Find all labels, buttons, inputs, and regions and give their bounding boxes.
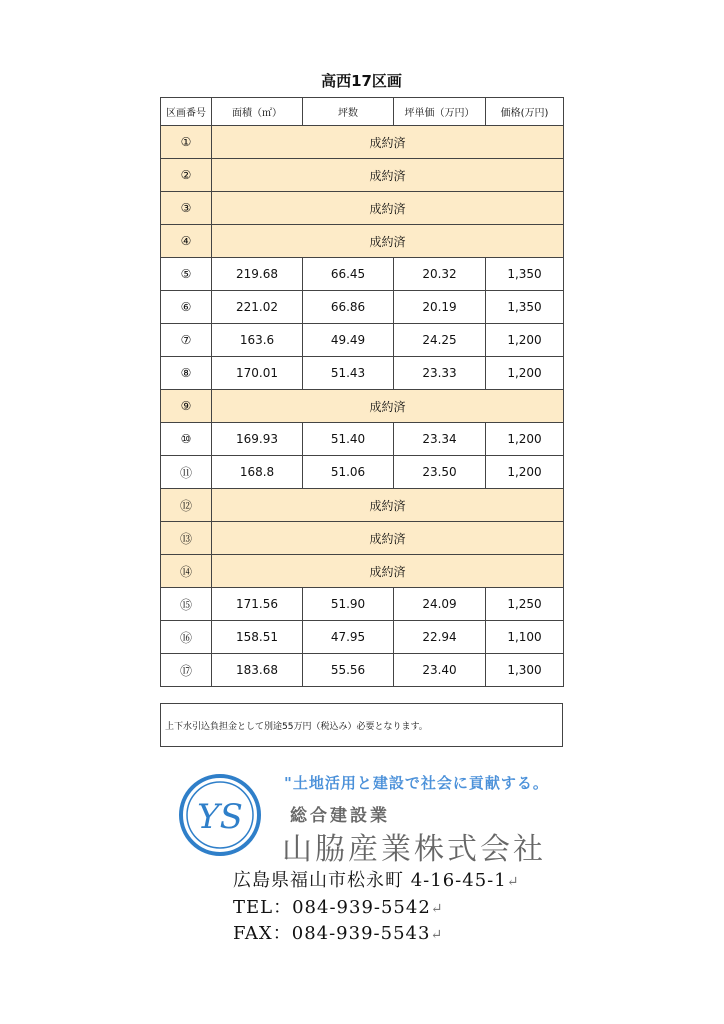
area-cell: 221.02 [212,291,303,324]
header-price: 価格(万円) [486,98,564,126]
area-cell: 170.01 [212,357,303,390]
table-row [161,654,564,687]
sold-label: 成約済 [212,390,564,423]
price-cell: 1,200 [486,423,564,456]
company-type: 総合建設業 [290,806,390,826]
table-row [161,225,564,258]
table-row [161,522,564,555]
unit-price-cell: 23.34 [394,423,486,456]
tsubo-cell: 51.90 [303,588,394,621]
table-row [161,357,564,390]
header-lot-number: 区画番号 [161,98,212,126]
area-cell: 168.8 [212,456,303,489]
tsubo-cell: 51.40 [303,423,394,456]
return-mark-icon: ↵ [430,901,444,917]
price-cell: 1,250 [486,588,564,621]
unit-price-cell: 23.40 [394,654,486,687]
lot-number: ⑮ [161,588,212,621]
unit-price-cell: 20.19 [394,291,486,324]
tsubo-cell: 49.49 [303,324,394,357]
price-cell: 1,350 [486,258,564,291]
return-mark-icon: ↵ [506,874,520,890]
logo-text: YS [197,797,243,837]
tsubo-cell: 51.06 [303,456,394,489]
company-slogan: "土地活用と建設で社会に貢献する。 [284,774,549,792]
company-logo [178,773,262,857]
lot-price-table [160,97,564,687]
price-cell: 1,200 [486,357,564,390]
area-cell: 219.68 [212,258,303,291]
table-row [161,126,564,159]
table-row [161,555,564,588]
table-row [161,621,564,654]
unit-price-cell: 24.09 [394,588,486,621]
lot-number: ⑪ [161,456,212,489]
tsubo-cell: 66.86 [303,291,394,324]
area-cell: 163.6 [212,324,303,357]
sold-label: 成約済 [212,522,564,555]
lot-number: ⑧ [161,357,212,390]
table-row [161,588,564,621]
area-cell: 171.56 [212,588,303,621]
unit-price-cell: 22.94 [394,621,486,654]
page-title: 高西17区画 [321,72,402,90]
sold-label: 成約済 [212,489,564,522]
header-unit-price: 坪単価（万円） [394,98,486,126]
lot-number: ⑩ [161,423,212,456]
sold-label: 成約済 [212,225,564,258]
company-name: 山脇産業株式会社 [282,832,546,867]
lot-number: ⑯ [161,621,212,654]
lot-number: ① [161,126,212,159]
note-box [160,703,563,747]
sold-label: 成約済 [212,159,564,192]
price-cell: 1,200 [486,324,564,357]
table-row [161,324,564,357]
sold-label: 成約済 [212,126,564,159]
tsubo-cell: 66.45 [303,258,394,291]
company-tel [233,893,444,919]
unit-price-cell: 23.33 [394,357,486,390]
table-row [161,258,564,291]
lot-number: ⑰ [161,654,212,687]
lot-number: ⑤ [161,258,212,291]
lot-number: ⑭ [161,555,212,588]
unit-price-cell: 20.32 [394,258,486,291]
lot-number: ⑦ [161,324,212,357]
lot-number: ② [161,159,212,192]
table-row [161,489,564,522]
tel-text: TEL：084-939-5542 [233,897,431,918]
lot-number: ⑥ [161,291,212,324]
lot-number: ③ [161,192,212,225]
fax-text: FAX：084-939-5543 [233,923,431,944]
table-row [161,456,564,489]
return-mark-icon: ↵ [430,927,444,943]
price-cell: 1,200 [486,456,564,489]
company-fax [233,919,443,945]
table-row [161,423,564,456]
sold-label: 成約済 [212,555,564,588]
table-row [161,291,564,324]
address-text: 広島県福山市松永町 4-16-45-1 [233,870,507,891]
lot-number: ⑫ [161,489,212,522]
sold-label: 成約済 [212,192,564,225]
area-cell: 183.68 [212,654,303,687]
tsubo-cell: 51.43 [303,357,394,390]
price-cell: 1,350 [486,291,564,324]
unit-price-cell: 23.50 [394,456,486,489]
lot-number: ④ [161,225,212,258]
tsubo-cell: 47.95 [303,621,394,654]
company-address [233,866,519,892]
tsubo-cell: 55.56 [303,654,394,687]
header-tsubo: 坪数 [303,98,394,126]
unit-price-cell: 24.25 [394,324,486,357]
lot-number: ⑬ [161,522,212,555]
price-cell: 1,300 [486,654,564,687]
table-row [161,192,564,225]
area-cell: 158.51 [212,621,303,654]
price-cell: 1,100 [486,621,564,654]
table-row [161,390,564,423]
header-area: 面積（㎡） [212,98,303,126]
lot-number: ⑨ [161,390,212,423]
table-header-row [161,98,564,126]
table-row [161,159,564,192]
area-cell: 169.93 [212,423,303,456]
note-text: 上下水引込負担金として別途55万円（税込み）必要となります。 [165,721,428,732]
